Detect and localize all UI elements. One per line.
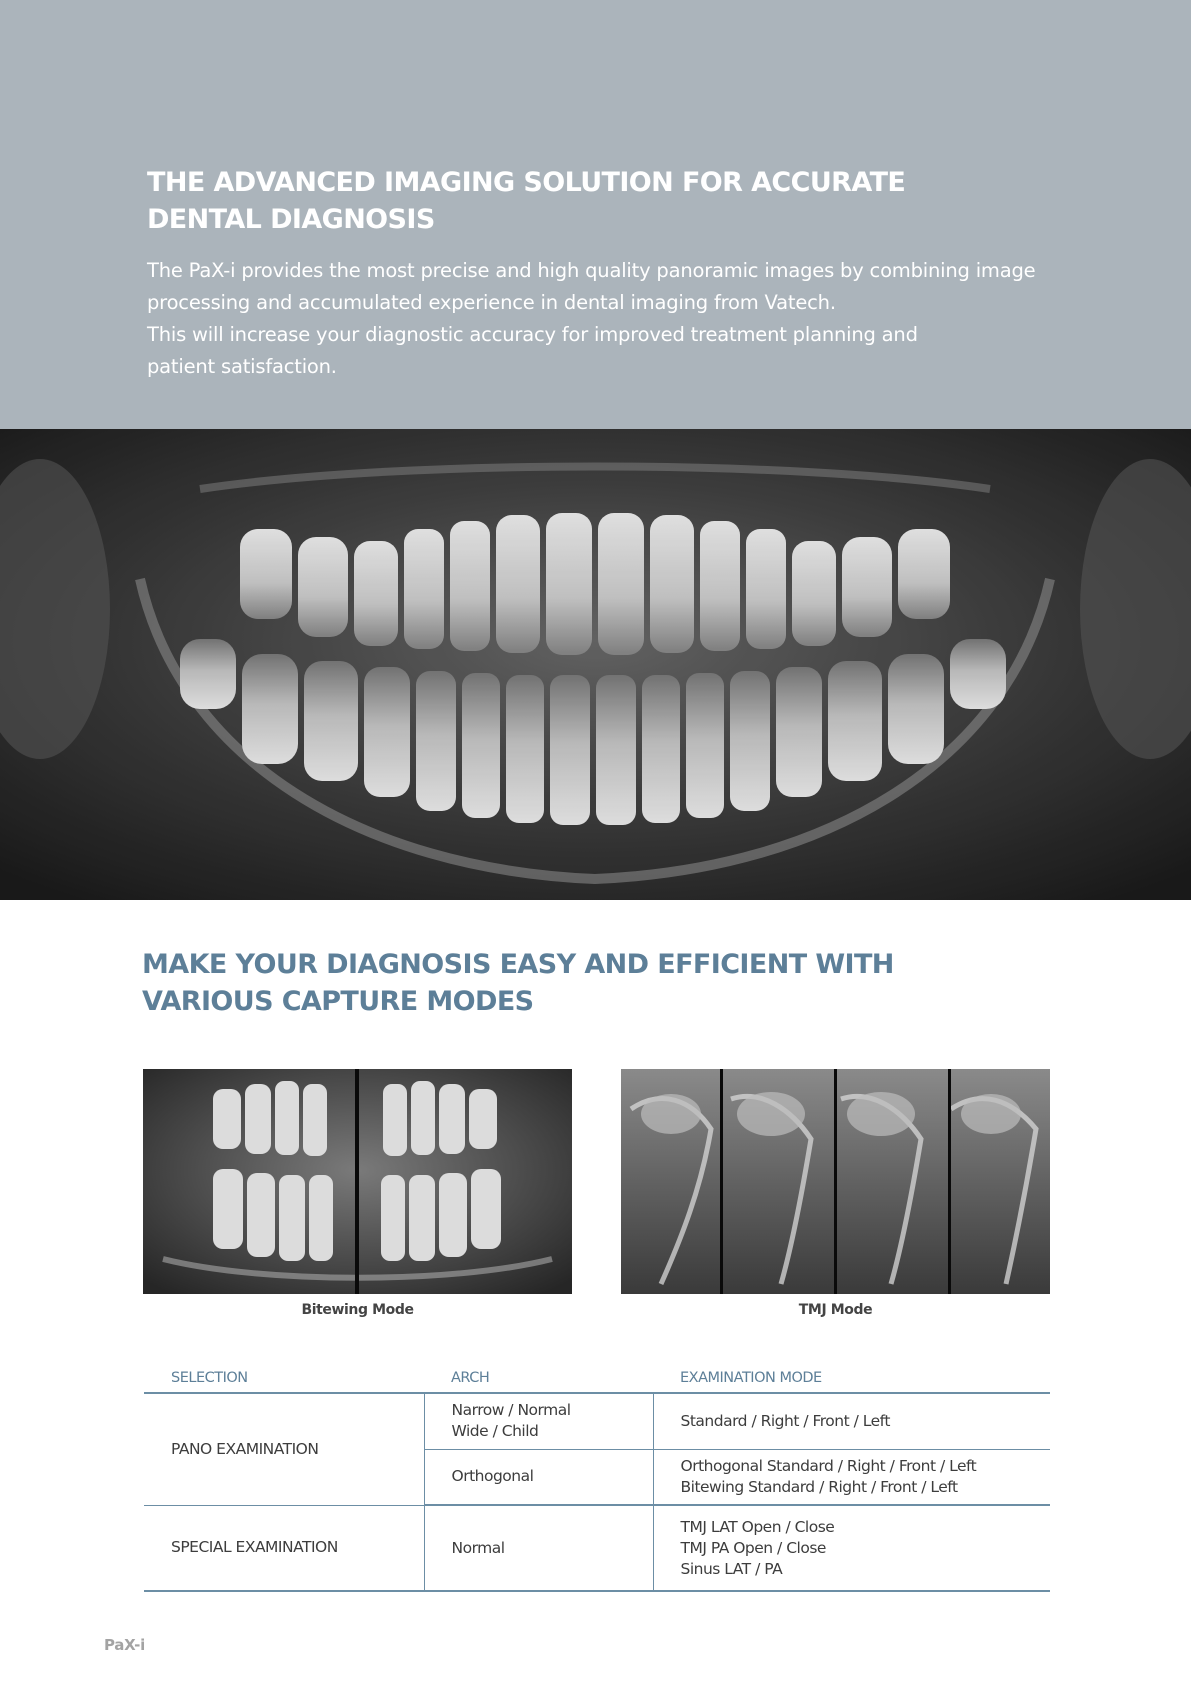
pano-selection-cell: PANO EXAMINATION [144,1393,424,1505]
hero-description: The PaX-i provides the most precise and high quality panoramic images by combining image processing and accumulated experience in dental imaging from Vatech. This will increase your diagnostic accuracy for improved treatment planning and patient satisfaction. [147,259,1036,378]
panoramic-xray-image [0,429,1191,900]
footer-product-label: PaX-i [104,1636,145,1654]
bitewing-mode-caption: Bitewing Mode [301,1302,414,1318]
examination-mode-table [144,1368,1050,1592]
mode-cell: Standard / Right / Front / Left [653,1393,1050,1449]
mode-cell: TMJ LAT Open / Close TMJ PA Open / Close Sinus LAT / PA [653,1505,1050,1591]
table-header-row [144,1368,1050,1393]
arch-cell: Narrow / Normal Wide / Child [424,1393,653,1449]
mode-cell: Orthogonal Standard / Right / Front / Left Bitewing Standard / Right / Front / Left [653,1449,1050,1505]
hero-title: THE ADVANCED IMAGING SOLUTION FOR ACCURATE DENTAL DIAGNOSIS [147,167,906,235]
arch-cell: Orthogonal [424,1449,653,1505]
table-row [144,1505,1050,1591]
header-examination-mode: EXAMINATION MODE [653,1368,1050,1393]
hero-band [0,0,1191,429]
table-row [144,1393,1050,1449]
section-title: MAKE YOUR DIAGNOSIS EASY AND EFFICIENT WITH VARIOUS CAPTURE MODES [142,949,894,1017]
header-arch: ARCH [424,1368,653,1393]
special-selection-cell: SPECIAL EXAMINATION [144,1505,424,1591]
bitewing-mode-image [143,1069,572,1294]
tmj-mode-caption: TMJ Mode [798,1302,873,1318]
arch-cell: Normal [424,1505,653,1591]
tmj-mode-image [621,1069,1050,1294]
header-selection: SELECTION [144,1368,424,1393]
